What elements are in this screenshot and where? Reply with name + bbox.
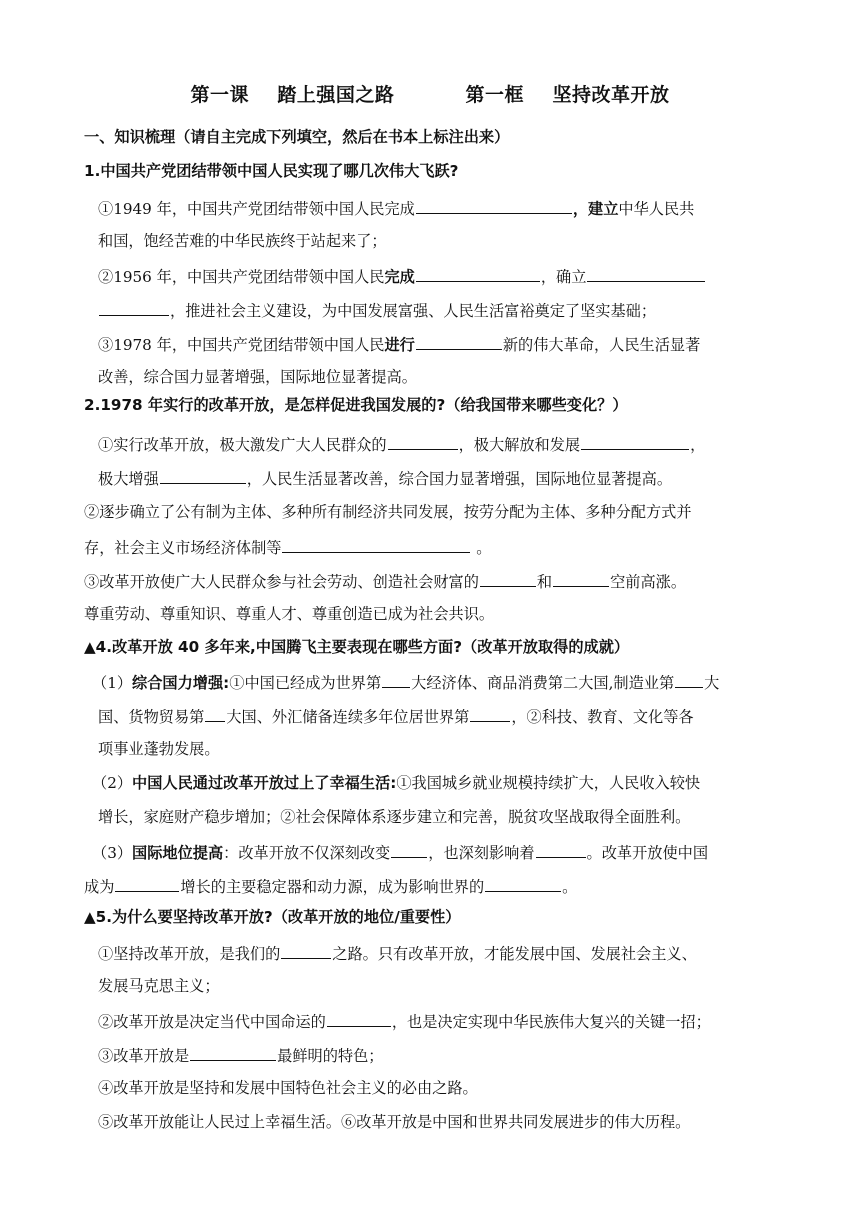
fill-blank[interactable]: [416, 332, 502, 350]
q4-line-2: [98, 704, 694, 728]
fill-blank[interactable]: [587, 264, 705, 282]
q5-line-3: [98, 1009, 711, 1033]
q2-line-5: [84, 569, 686, 593]
text: ①1949 年，中国共产党团结带领中国人民完成: [98, 200, 415, 218]
q4-line-5: 增长，家庭财产稳步增加；②社会保障体系逐步建立和完善，脱贫攻坚战取得全面胜利。: [98, 808, 691, 826]
fill-blank[interactable]: [536, 840, 586, 858]
text: ，确立: [540, 268, 587, 286]
text: ，: [690, 436, 706, 454]
q5-line-4: [98, 1043, 383, 1067]
text: 大经济体、商品消费第二大国,制造业第: [411, 674, 675, 692]
fill-blank[interactable]: [416, 264, 540, 282]
question-1-heading: 1.中国共产党团结带领中国人民实现了哪几次伟大飞跃?: [84, 162, 459, 180]
text: ③改革开放使广大人民群众参与社会劳动、创造社会财富的: [84, 573, 479, 591]
text: 增长的主要稳定器和动力源，成为影响世界的: [180, 878, 485, 896]
text: 新的伟大革命，人民生活显著: [502, 336, 701, 354]
page-title: 第一课 踏上强国之路 第一框 坚持改革开放: [190, 84, 670, 106]
text: ③1978 年，中国共产党团结带领中国人民: [98, 336, 385, 354]
fill-blank[interactable]: [485, 874, 561, 892]
text: ：改革开放不仅深刻改变: [223, 844, 391, 862]
q2-line-6: 尊重劳动、尊重知识、尊重人才、尊重创造已成为社会共识。: [84, 605, 495, 623]
text: 。: [471, 539, 492, 557]
fill-blank[interactable]: [470, 704, 510, 722]
text: ②改革开放是决定当代中国命运的: [98, 1013, 326, 1031]
text: （3）: [92, 844, 133, 862]
text: 国、货物贸易第: [98, 708, 205, 726]
fill-blank[interactable]: [115, 874, 179, 892]
fill-blank[interactable]: [160, 466, 246, 484]
text: 大国、外汇储备连续多年位居世界第: [226, 708, 470, 726]
fill-blank[interactable]: [416, 196, 572, 214]
q1-line-4: [98, 298, 656, 322]
text: 进行: [384, 336, 415, 354]
text: 中国人民通过改革开放过上了幸福生活:: [132, 774, 397, 792]
q4-line-7: [84, 874, 577, 898]
fill-blank[interactable]: [391, 840, 427, 858]
fill-blank[interactable]: [581, 432, 689, 450]
q2-line-4: [84, 535, 491, 559]
text: 存，社会主义市场经济体制等: [84, 539, 282, 557]
text: ，也深刻影响着: [428, 844, 535, 862]
text: ，②科技、教育、文化等各: [511, 708, 694, 726]
fill-blank[interactable]: [327, 1009, 391, 1027]
fill-blank[interactable]: [190, 1043, 276, 1061]
fill-blank[interactable]: [205, 704, 225, 722]
q1-line-6: 改善，综合国力显著增强，国际地位显著提高。: [98, 368, 417, 386]
q5-line-5: ④改革开放是坚持和发展中国特色社会主义的必由之路。: [98, 1079, 478, 1097]
fill-blank[interactable]: [99, 298, 169, 316]
fill-blank[interactable]: [281, 941, 331, 959]
q4-line-6: [92, 840, 708, 864]
q4-line-1: [92, 670, 719, 694]
text: 中华人民共: [618, 200, 695, 218]
q1-line-3: [98, 264, 706, 288]
text: ，人民生活显著改善，综合国力显著增强，国际地位显著提高。: [246, 470, 672, 488]
text: ，建立: [572, 200, 619, 218]
text: 成为: [84, 878, 115, 896]
text: ①中国已经成为世界第: [229, 674, 382, 692]
q5-line-6: ⑤改革开放能让人民过上幸福生活。⑥改革开放是中国和世界共同发展进步的伟大历程。: [98, 1113, 691, 1131]
text: 国际地位提高: [132, 844, 224, 862]
text: ，极大解放和发展: [458, 436, 581, 454]
text: 大: [704, 674, 720, 692]
text: 。改革开放使中国: [586, 844, 709, 862]
text: ②1956 年，中国共产党团结带领中国人民: [98, 268, 385, 286]
q5-line-1: [98, 941, 697, 965]
text: ③改革开放是: [98, 1047, 190, 1065]
text: 。: [562, 878, 578, 896]
text: ①我国城乡就业规模持续扩大，人民收入较快: [396, 774, 701, 792]
fill-blank[interactable]: [480, 569, 536, 587]
q2-line-2: [98, 466, 672, 490]
section-heading: 一、知识梳理（请自主完成下列填空，然后在书本上标注出来）: [84, 128, 510, 146]
q4-line-4: [92, 772, 700, 794]
text: 最鲜明的特色；: [277, 1047, 384, 1065]
q1-line-1: [98, 196, 694, 220]
fill-blank[interactable]: [382, 670, 410, 688]
text: 空前高涨。: [610, 573, 686, 591]
q4-line-3: 项事业蓬勃发展。: [98, 740, 220, 758]
q2-line-1: [98, 432, 705, 456]
fill-blank[interactable]: [388, 432, 458, 450]
fill-blank[interactable]: [553, 569, 609, 587]
text: （2）: [92, 774, 133, 792]
text: ①坚持改革开放，是我们的: [98, 945, 281, 963]
text: 和: [536, 573, 553, 591]
text: ，推进社会主义建设，为中国发展富强、人民生活富裕奠定了坚实基础；: [170, 302, 656, 320]
text: 之路。只有改革开放，才能发展中国、发展社会主义、: [332, 945, 697, 963]
fill-blank[interactable]: [282, 535, 470, 553]
text: 完成: [384, 268, 415, 286]
q2-line-3: ②逐步确立了公有制为主体、多种所有制经济共同发展，按劳分配为主体、多种分配方式并: [84, 503, 692, 521]
fill-blank[interactable]: [675, 670, 703, 688]
text: ，也是决定实现中华民族伟大复兴的关键一招；: [391, 1013, 711, 1031]
text: 综合国力增强:: [132, 674, 230, 692]
question-2-heading: 2.1978 年实行的改革开放，是怎样促进我国发展的?（给我国带来哪些变化？）: [84, 396, 628, 414]
question-4-heading: ▲4.改革开放 40 多年来,中国腾飞主要表现在哪些方面?（改革开放取得的成就）: [84, 638, 630, 656]
q5-line-2: 发展马克思主义；: [98, 977, 220, 995]
q1-line-5: [98, 332, 700, 356]
q1-line-2: 和国，饱经苦难的中华民族终于站起来了；: [98, 232, 387, 250]
text: ①实行改革开放，极大激发广大人民群众的: [98, 436, 387, 454]
text: （1）: [92, 674, 133, 692]
text: 极大增强: [98, 470, 159, 488]
question-5-heading: ▲5.为什么要坚持改革开放?（改革开放的地位/重要性）: [84, 908, 461, 926]
